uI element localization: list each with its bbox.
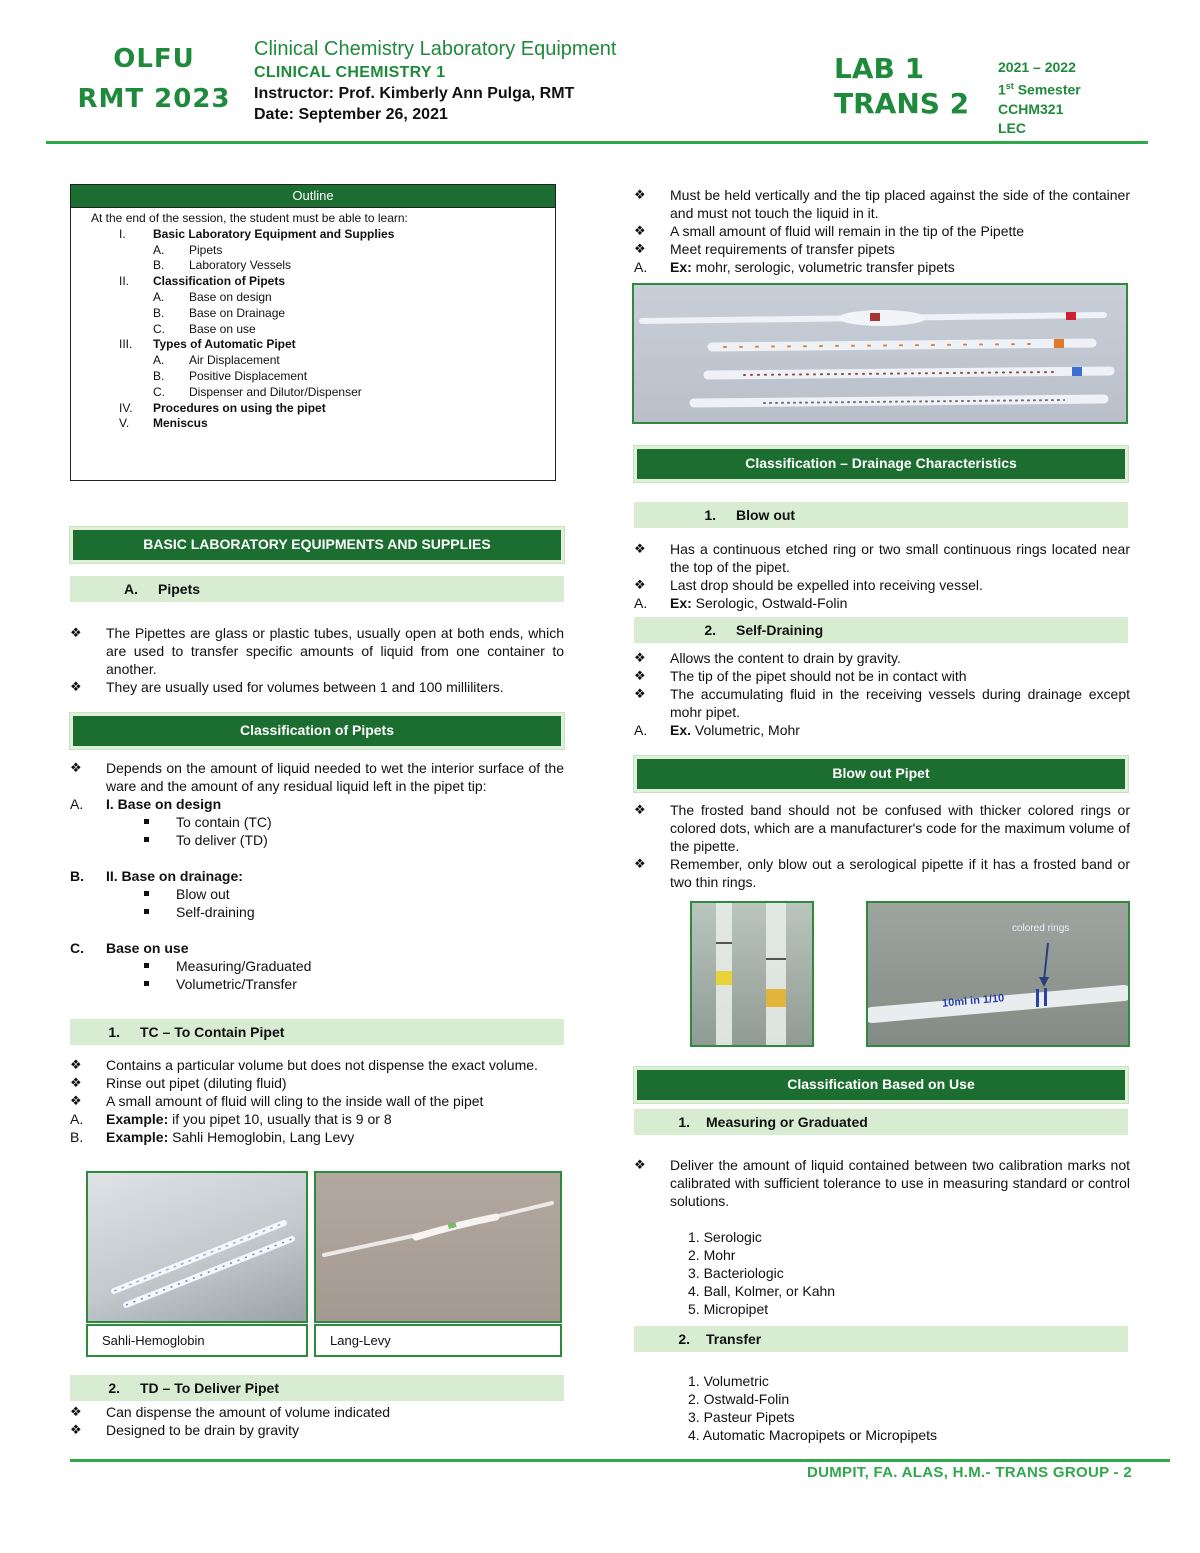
diamond-bullet-icon: ❖ xyxy=(634,541,646,556)
arrow-down-icon xyxy=(1044,943,1048,981)
list-item: ❖ A small amount of fluid will remain in the tip of the Pipette xyxy=(634,223,1025,239)
diamond-bullet-icon: ❖ xyxy=(634,223,646,238)
list-item: A. Ex: Serologic, Ostwald-Folin xyxy=(634,595,848,611)
outline-subitem: B. Positive Displacement xyxy=(153,368,308,383)
semester: 1st Semester xyxy=(998,81,1081,98)
diamond-bullet-icon: ❖ xyxy=(634,241,646,256)
td-continued xyxy=(634,186,1130,276)
list-item: ❖ They are usually used for volumes between 1 and 100 milliliters. xyxy=(70,679,504,695)
list-item: A. Ex: mohr, serologic, volumetric transfer pipets xyxy=(634,259,955,275)
section-basic-equipment-heading: BASIC LABORATORY EQUIPMENTS AND SUPPLIES xyxy=(70,527,564,563)
list-item: Blow out xyxy=(70,885,564,903)
diamond-bullet-icon: ❖ xyxy=(634,856,646,871)
section-drainage-heading: Classification – Drainage Characteristics xyxy=(634,446,1128,482)
use-label: C. Base on use xyxy=(70,940,189,956)
list-item: 1. Volumetric xyxy=(688,1373,769,1389)
list-item: ❖ Rinse out pipet (diluting fluid) xyxy=(70,1075,287,1091)
list-item: ❖ Deliver the amount of liquid contained between two calibration marks not calibrated with sufficient tolerance to use in measuring standard or control solutions. xyxy=(634,1157,1130,1209)
pipets-bullets xyxy=(70,624,564,696)
list-item: ❖ Last drop should be expelled into receiving vessel. xyxy=(634,577,983,593)
org-block xyxy=(74,44,234,114)
diamond-bullet-icon: ❖ xyxy=(70,1075,82,1090)
org-name: OLFU xyxy=(113,44,195,74)
diamond-bullet-icon: ❖ xyxy=(634,668,646,683)
list-item: ❖ Depends on the amount of liquid needed to wet the interior surface of the ware and the amount of any residual liquid left in the pipet tip: xyxy=(70,760,564,794)
lang-levy-image xyxy=(314,1171,562,1323)
list-item: Volumetric/Transfer xyxy=(70,975,564,993)
subsection-td-heading: 2. TD – To Deliver Pipet xyxy=(70,1375,564,1401)
course-code: CCHM321 xyxy=(998,100,1064,117)
list-item: ❖ Has a continuous etched ring or two small continuous rings located near the top of the pipet. xyxy=(634,541,1130,575)
list-item: ❖ A small amount of fluid will cling to the inside wall of the pipet xyxy=(70,1093,484,1109)
header-info xyxy=(254,38,814,124)
instructor: Instructor: Prof. Kimberly Ann Pulga, RMT xyxy=(254,85,575,102)
transfer-content xyxy=(634,1372,1130,1444)
subsection-measuring-heading: 1. Measuring or Graduated xyxy=(634,1109,1128,1135)
measuring-content xyxy=(634,1156,1130,1318)
diamond-bullet-icon: ❖ xyxy=(70,1422,82,1437)
list-item: ❖ Contains a particular volume but does not dispense the exact volume. xyxy=(70,1057,538,1073)
colored-ring-mark xyxy=(1044,988,1047,1006)
sahli-hemoglobin-image xyxy=(86,1171,308,1323)
list-item: ❖ Remember, only blow out a serological pipette if it has a frosted band or two thin rings. xyxy=(634,856,1130,890)
list-item: ❖ The Pipettes are glass or plastic tubes, usually open at both ends, which are used to transfer specific amounts of liquid from one container to another. xyxy=(70,625,564,677)
list-item: ❖ Allows the content to drain by gravity. xyxy=(634,650,901,666)
diamond-bullet-icon: ❖ xyxy=(634,1157,646,1172)
frosted-band-image xyxy=(690,901,814,1047)
square-bullet-icon xyxy=(144,891,149,896)
measuring-list xyxy=(634,1228,1130,1318)
outline-item: II. Classification of Pipets xyxy=(119,274,286,289)
list-item: ❖ Designed to be drain by gravity xyxy=(70,1422,299,1438)
arrow-down-icon xyxy=(1039,977,1049,987)
subsection-pipets-heading: A. Pipets xyxy=(70,576,564,602)
trans-number: TRANS 2 xyxy=(834,87,970,120)
subsection-tc-heading: 1. TC – To Contain Pipet xyxy=(70,1019,564,1045)
diamond-bullet-icon: ❖ xyxy=(634,577,646,592)
document-title: Clinical Chemistry Laboratory Equipment xyxy=(254,38,617,60)
footer-divider-left xyxy=(70,1459,584,1462)
list-item: Measuring/Graduated xyxy=(70,957,564,975)
subsection-transfer-heading: 2. Transfer xyxy=(634,1326,1128,1352)
outline-subitem: C. Dispenser and Dilutor/Dispenser xyxy=(153,384,362,399)
diamond-bullet-icon: ❖ xyxy=(70,679,82,694)
list-item: ❖ Meet requirements of transfer pipets xyxy=(634,241,895,257)
date: Date: September 26, 2021 xyxy=(254,106,448,123)
section-blow-out-pipet-heading: Blow out Pipet xyxy=(634,756,1128,792)
list-item: ❖ The tip of the pipet should not be in contact with xyxy=(634,668,967,684)
course-name: CLINICAL CHEMISTRY 1 xyxy=(254,64,446,81)
square-bullet-icon xyxy=(144,963,149,968)
outline-body xyxy=(71,208,555,432)
diamond-bullet-icon: ❖ xyxy=(70,625,82,640)
list-item: To deliver (TD) xyxy=(70,831,564,849)
subsection-blow-out-heading: 1. Blow out xyxy=(634,502,1128,528)
outline-subitem: A. Pipets xyxy=(153,242,223,257)
subsection-self-draining-heading: 2. Self-Draining xyxy=(634,617,1128,643)
org-batch: RMT 2023 xyxy=(77,84,231,114)
square-bullet-icon xyxy=(144,909,149,914)
outline-intro: At the end of the session, the student must be able to learn: xyxy=(91,211,408,225)
list-item: To contain (TC) xyxy=(70,813,564,831)
diamond-bullet-icon: ❖ xyxy=(634,187,646,202)
list-item: 5. Micropipet xyxy=(688,1301,769,1317)
pipet-illustration-icon xyxy=(634,285,1128,424)
drainage-label: B. II. Base on drainage: xyxy=(70,868,243,884)
diamond-bullet-icon: ❖ xyxy=(634,650,646,665)
rings-label: colored rings xyxy=(1012,923,1070,934)
pipet-illustration-icon xyxy=(316,1173,562,1323)
transfer-list xyxy=(634,1372,1130,1444)
square-bullet-icon xyxy=(144,981,149,986)
outline-list xyxy=(91,227,555,432)
outline-item: I. Basic Laboratory Equipment and Supplies xyxy=(119,226,395,241)
lab-number: LAB 1 xyxy=(834,52,925,85)
tc-content xyxy=(70,1056,564,1146)
colored-ring-mark xyxy=(1036,989,1039,1007)
outline-subitem: A. Base on design xyxy=(153,289,272,304)
section-classification-heading: Classification of Pipets xyxy=(70,713,564,749)
outline-item: IV. Procedures on using the pipet xyxy=(119,400,326,415)
list-item: 3. Bacteriologic xyxy=(688,1265,784,1281)
list-item: Self-draining xyxy=(70,903,564,921)
diamond-bullet-icon: ❖ xyxy=(70,1057,82,1072)
diamond-bullet-icon: ❖ xyxy=(634,802,646,817)
colored-rings-image xyxy=(866,901,1130,1047)
outline-item: V. Meniscus xyxy=(119,416,208,431)
diamond-bullet-icon: ❖ xyxy=(70,1404,82,1419)
caption-lang-levy: Lang-Levy xyxy=(314,1324,562,1357)
list-item: 4. Automatic Macropipets or Micropipets xyxy=(688,1427,937,1443)
list-item: 4. Ball, Kolmer, or Kahn xyxy=(688,1283,836,1299)
pipet-illustration-icon xyxy=(88,1173,308,1323)
outline-subitem: C. Base on use xyxy=(153,321,256,336)
list-item: ❖ The accumulating fluid in the receiving vessels during drainage except mohr pipet. xyxy=(634,686,1130,720)
header-divider xyxy=(46,141,1148,144)
list-item: A. Example: if you pipet 10, usually that is 9 or 8 xyxy=(70,1111,392,1127)
list-item: 2. Mohr xyxy=(688,1247,736,1263)
transfer-pipets-image xyxy=(632,283,1128,424)
square-bullet-icon xyxy=(144,837,149,842)
semester-block xyxy=(998,58,1081,138)
course-type: LEC xyxy=(998,119,1026,136)
list-item: ❖ Can dispense the amount of volume indicated xyxy=(70,1404,391,1420)
list-item: B. Example: Sahli Hemoglobin, Lang Levy xyxy=(70,1129,355,1145)
lab-block xyxy=(834,52,969,120)
list-item: ❖ Must be held vertically and the tip placed against the side of the container and must not touch the liquid in it. xyxy=(634,187,1130,221)
outline-heading: Outline xyxy=(71,185,555,208)
self-draining-content xyxy=(634,649,1130,739)
list-item: A. Ex. Volumetric, Mohr xyxy=(634,722,800,738)
pipet-illustration-icon xyxy=(692,903,814,1047)
footer-authors: DUMPIT, FA. ALAS, H.M.- TRANS GROUP - 2 xyxy=(806,1464,1132,1481)
outline-subitem: A. Air Displacement xyxy=(153,353,280,368)
school-year: 2021 – 2022 xyxy=(998,59,1076,75)
list-item: 1. Serologic xyxy=(688,1229,762,1245)
outline-item: III. Types of Automatic Pipet xyxy=(119,337,296,352)
design-label: A. I. Base on design xyxy=(70,796,222,812)
caption-sahli: Sahli-Hemoglobin xyxy=(86,1324,308,1357)
outline-box xyxy=(70,184,556,481)
blow-out-pipet-content xyxy=(634,801,1130,891)
outline-subitem: B. Laboratory Vessels xyxy=(153,258,292,273)
section-use-heading: Classification Based on Use xyxy=(634,1067,1128,1103)
outline-subitem: B. Base on Drainage xyxy=(153,305,286,320)
classification-content xyxy=(70,759,564,993)
diamond-bullet-icon: ❖ xyxy=(70,1093,82,1108)
td-content xyxy=(70,1403,564,1439)
list-item: 3. Pasteur Pipets xyxy=(688,1409,795,1425)
scale-label: 10ml in 1/10 xyxy=(941,992,1005,1010)
list-item: ❖ The frosted band should not be confused with thicker colored rings or colored dots, which are a manufacturer's code for the maximum volume of the pipette. xyxy=(634,802,1130,854)
list-item: 2. Ostwald-Folin xyxy=(688,1391,790,1407)
footer-divider-right xyxy=(584,1459,1170,1462)
blow-out-content xyxy=(634,540,1130,612)
diamond-bullet-icon: ❖ xyxy=(634,686,646,701)
square-bullet-icon xyxy=(144,819,149,824)
diamond-bullet-icon: ❖ xyxy=(70,760,82,775)
